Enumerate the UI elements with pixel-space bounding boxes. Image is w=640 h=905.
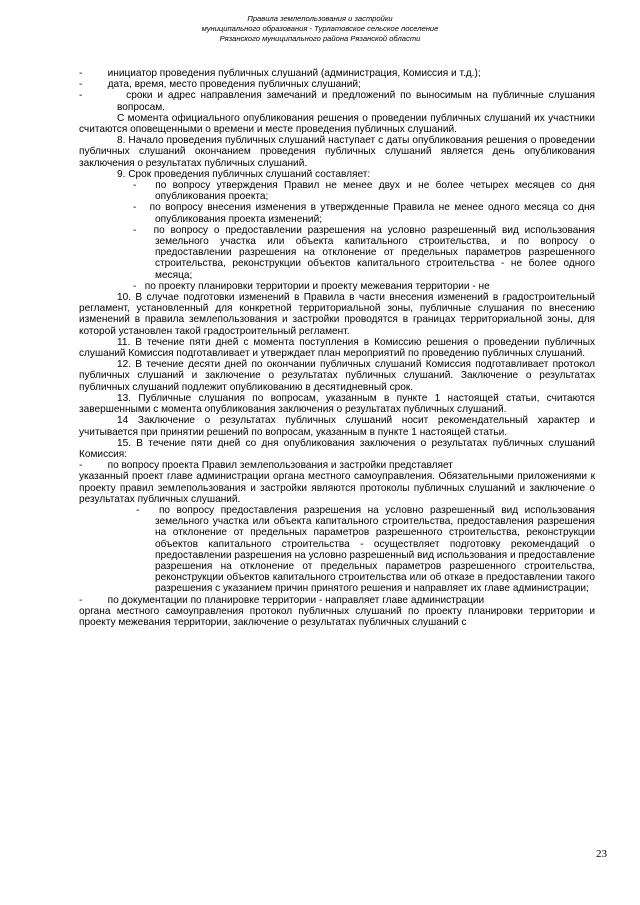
paragraph: С момента официального опубликования решения о проведении публичных слушаний их участники считаются оповещенными о времени и месте проведения публичных слушаний. (79, 112, 595, 136)
document-body (79, 68, 595, 628)
list-item: - по документации по планировке территории - направляет главе администрации (79, 594, 485, 606)
list-item: - по вопросу о предоставлении разрешения на условно разрешенный вид использования земельного участка или объекта капитального строительства, и по вопросу о предоставлении разрешения на отклонение от предельных параметров разрешенного строительства, реконструкции объектов капитального строительства - не более одного месяца; (133, 224, 595, 281)
paragraph-item-15: 15. В течение пяти дней со дня опубликования заключения о результатах публичных слушаний Комиссия: (79, 437, 595, 460)
list-item: - инициатор проведения публичных слушаний (администрация, Комиссия и т.д.); (79, 68, 481, 79)
list-item: - сроки и адрес направления замечаний и предложений по выносимым на публичные слушания вопросам. (79, 90, 595, 113)
paragraph-item-9: 9. Срок проведения публичных слушаний составляет: (117, 168, 371, 180)
list-item: - по вопросу утверждения Правил не менее двух и не более четырех месяцев со дня опубликования проекта; (133, 180, 595, 203)
header-line-1: Правила землепользования и застройки (247, 14, 393, 23)
list-item: - по вопросу предоставления разрешения на условно разрешенный вид использования земельного участка или объекта капитального строительства, предоставления разрешения на отклонение от предельных параметров разрешенного строительства, реконструкции объектов капитального строительства - осуществляет подготовку рекомендаций о предоставлении разрешения на условно разрешенный вид использования и предоставление разрешения на отклонение от предельных параметров разрешенного строительства, реконструкции объектов капитального строительства или об отказе в предоставлении такого разрешения с указанием причин принятого решения и направляет их главе администрации; (136, 504, 595, 595)
list-item: - по вопросу проекта Правил землепользования и застройки представляет (79, 460, 453, 472)
paragraph: указанный проект главе администрации органа местного самоуправления. Обязательными приложениями к проекту правил землепользования и застройки являются протоколы публичных слушаний и заключение о результатах публичных слушаний. (79, 471, 595, 505)
page-number: 23 (596, 848, 607, 860)
page-header (0, 14, 640, 44)
list-item: - дата, время, место проведения публичных слушаний; (79, 79, 361, 91)
paragraph-item-8: 8. Начало проведения публичных слушаний наступает с даты опубликования решения о проведении публичных слушаний окончанием проведения публичных слушаний является день опубликования заключения о результатах публичных слушаний. (79, 135, 595, 169)
paragraph: органа местного самоуправления протокол публичных слушаний по проекту планировки территории и проекту межевания территории, заключение о результатах публичных слушаний с (79, 605, 595, 628)
paragraph-item-14: 14 Заключение о результатах публичных слушаний носит рекомендательный характер и учитывается при принятии решений по вопросам, указанным в пункте 1 настоящей статьи. (79, 415, 595, 438)
list-item: - по проекту планировки территории и проекту межевания территории - не (133, 280, 490, 292)
header-line-3: Рязанского муниципального района Рязанской области (219, 34, 421, 43)
paragraph-item-12: 12. В течение десяти дней по окончании публичных слушаний Комиссия подготавливает протокол публичных слушаний и заключение о результатах публичных слушаний. Заключение о результатах публичных слушаний подлежит опубликованию в десятидневный срок. (79, 359, 595, 393)
paragraph-item-10: 10. В случае подготовки изменений в Правила в части внесения изменений в градостроительный регламент, установленный для конкретной территориальной зоны, публичные слушания по внесению изменений в правила землепользования и застройки проводятся в границах территориальной зоны, для которой установлен такой градостроительный регламент. (79, 292, 595, 337)
paragraph-item-13: 13. Публичные слушания по вопросам, указанным в пункте 1 настоящей статьи, считаются завершенными с момента опубликования заключения о результатах публичных слушаний. (79, 392, 595, 416)
header-line-2: муниципального образования - Турлатовское сельское поселение (201, 24, 439, 33)
list-item: - по вопросу внесения изменения в утвержденные Правила не менее одного месяца со дня опубликования проекта изменений; (133, 202, 595, 225)
paragraph-item-11: 11. В течение пяти дней с момента поступления в Комиссию решения о проведении публичных слушаний Комиссия подготавливает и утверждает план мероприятий по проведению публичных слушаний. (79, 336, 595, 360)
